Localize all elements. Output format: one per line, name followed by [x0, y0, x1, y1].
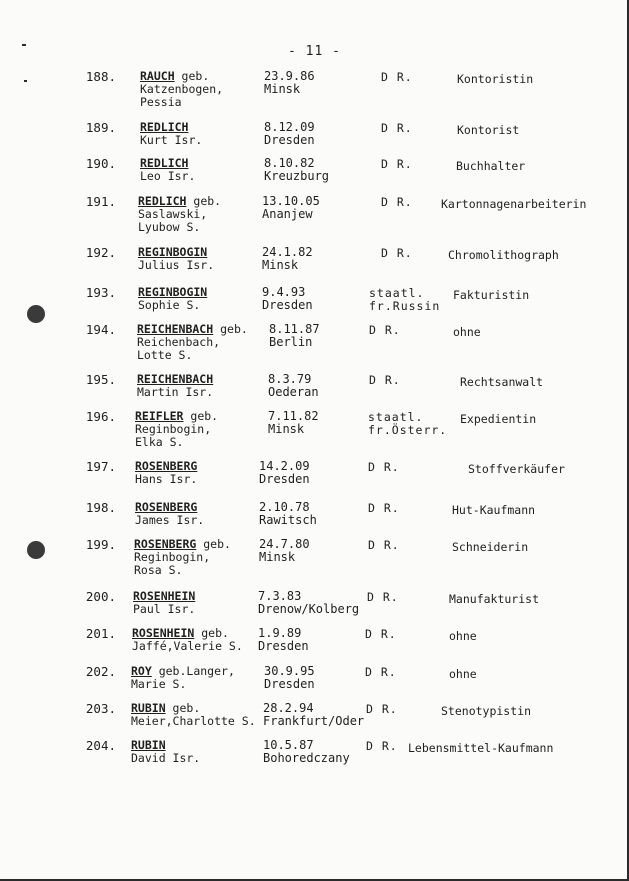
- birth-place: Rawitsch: [259, 513, 317, 527]
- entry-number: 196.: [85, 409, 116, 424]
- person-name-line: Marie S.: [131, 677, 187, 691]
- person-name-line: Kurt Isr.: [140, 133, 203, 147]
- person-name: [134, 538, 231, 577]
- page-number: - 11 -: [288, 44, 341, 59]
- person-surname-line: REDLICH: [140, 120, 189, 134]
- birth-place: Minsk: [268, 422, 305, 436]
- person-surname-line: RUBIN geb.: [131, 701, 201, 715]
- person-name: [140, 70, 223, 109]
- birth-info: [262, 195, 320, 221]
- punch-hole: [27, 541, 45, 559]
- person-name-line: Paul Isr.: [133, 602, 196, 616]
- birth-date: 10.5.87: [263, 738, 314, 752]
- nationality: D R.: [381, 157, 413, 171]
- person-name-line: Pessia: [140, 95, 182, 109]
- person-name: [131, 702, 256, 728]
- birth-info: [259, 460, 310, 486]
- birth-date: 8.11.87: [269, 322, 320, 336]
- entry-number: 192.: [85, 245, 116, 260]
- occupation: Schneiderin: [452, 540, 529, 554]
- occupation: ohne: [449, 667, 477, 681]
- occupation: ohne: [453, 325, 481, 339]
- birth-place: Kreuzburg: [264, 169, 330, 183]
- person-name-line: Elka S.: [135, 435, 184, 449]
- nationality: D R.: [367, 590, 399, 604]
- entry-number: 202.: [85, 664, 116, 679]
- occupation: Rechtsanwalt: [460, 375, 544, 389]
- birth-place: Dresden: [259, 472, 310, 486]
- person-name-line: Julius Isr.: [138, 258, 215, 272]
- person-name-line: James Isr.: [135, 513, 205, 527]
- birth-date: 8.3.79: [268, 372, 312, 386]
- occupation: Hut-Kaufmann: [452, 503, 536, 517]
- occupation: Chromolithograph: [448, 248, 559, 262]
- birth-date: 24.1.82: [262, 245, 313, 259]
- birth-place: Dresden: [264, 677, 315, 691]
- entry-number: 188.: [85, 69, 116, 84]
- person-surname-line: ROSENBERG: [135, 500, 198, 514]
- person-surname-line: ROSENHEIN geb.: [132, 626, 229, 640]
- birth-place: Drenow/Kolberg: [258, 602, 360, 616]
- birth-date: 7.11.82: [268, 409, 319, 423]
- person-name-line: Jaffé,Valerie S.: [132, 639, 243, 653]
- birth-place: Bohoredczany: [263, 751, 350, 765]
- person-name: [135, 460, 197, 486]
- occupation: Kartonnagenarbeiterin: [441, 197, 587, 211]
- person-name-line: Lotte S.: [137, 348, 193, 362]
- birth-info: [264, 665, 315, 691]
- entry-number: 194.: [85, 322, 116, 337]
- nationality: D R.: [368, 538, 400, 552]
- birth-place: Berlin: [269, 335, 313, 349]
- birth-date: 8.10.82: [264, 156, 315, 170]
- birth-place: Dresden: [264, 133, 315, 147]
- person-name: [135, 501, 204, 527]
- person-surname-line: ROSENBERG geb.: [134, 537, 231, 551]
- occupation: Buchhalter: [456, 159, 526, 173]
- nationality: D R.: [369, 323, 401, 337]
- person-name-line: Leo Isr.: [140, 169, 196, 183]
- occupation: Fakturistin: [453, 288, 530, 302]
- birth-info: [269, 323, 320, 349]
- birth-info: [262, 246, 313, 272]
- margin-mark: [22, 44, 26, 46]
- person-name: [131, 665, 235, 691]
- person-name: [135, 410, 218, 449]
- birth-info: [263, 702, 364, 728]
- birth-place: Frankfurt/Oder: [263, 714, 365, 728]
- birth-date: 28.2.94: [263, 701, 314, 715]
- person-surname-line: RAUCH geb.: [140, 69, 210, 83]
- birth-info: [262, 286, 313, 312]
- birth-date: 13.10.05: [262, 194, 320, 208]
- person-name: [137, 323, 248, 362]
- birth-date: 9.4.93: [262, 285, 306, 299]
- punch-hole: [27, 305, 45, 323]
- birth-info: [259, 501, 317, 527]
- person-surname-line: ROY geb.Langer,: [131, 664, 235, 678]
- birth-place: Ananjew: [262, 207, 313, 221]
- entry-number: 199.: [85, 537, 116, 552]
- occupation: Manufakturist: [449, 592, 540, 606]
- person-name-line: Meier,Charlotte S.: [131, 714, 256, 728]
- person-name-line: Hans Isr.: [135, 472, 198, 486]
- birth-date: 24.7.80: [259, 537, 310, 551]
- entry-number: 195.: [85, 372, 116, 387]
- entry-number: 203.: [85, 701, 116, 716]
- birth-info: [268, 410, 319, 436]
- birth-info: [264, 121, 315, 147]
- nationality: D R.: [369, 373, 401, 387]
- person-name: [137, 373, 213, 399]
- nationality: D R.: [368, 501, 400, 515]
- nationality: D R.: [381, 70, 413, 84]
- nationality: D R.: [365, 627, 397, 641]
- birth-place: Minsk: [262, 258, 299, 272]
- person-name: [140, 157, 195, 183]
- person-surname-line: ROSENBERG: [135, 459, 198, 473]
- person-name: [140, 121, 202, 147]
- birth-date: 7.3.83: [258, 589, 302, 603]
- birth-place: Minsk: [264, 82, 301, 96]
- nationality: staatl. fr.Österr.: [368, 410, 448, 437]
- nationality: D R.: [381, 246, 413, 260]
- person-name-line: Sophie S.: [138, 298, 201, 312]
- person-name: [131, 739, 200, 765]
- person-name: [138, 246, 214, 272]
- person-name-line: Saslawski,: [138, 207, 208, 221]
- nationality: D R.: [365, 665, 397, 679]
- person-name: [133, 590, 195, 616]
- birth-place: Dresden: [258, 639, 309, 653]
- birth-place: Oederan: [268, 385, 319, 399]
- person-name: [132, 627, 243, 653]
- person-name-line: Martin Isr.: [137, 385, 214, 399]
- birth-date: 23.9.86: [264, 69, 315, 83]
- entry-number: 198.: [85, 500, 116, 515]
- entry-number: 200.: [85, 589, 116, 604]
- person-name-line: Reichenbach,: [137, 335, 221, 349]
- person-surname-line: ROSENHEIN: [133, 589, 196, 603]
- person-name: [138, 195, 221, 234]
- nationality: D R.: [366, 702, 398, 716]
- person-surname-line: REGINBOGIN: [138, 245, 208, 259]
- entry-number: 190.: [85, 156, 116, 171]
- birth-info: [263, 739, 350, 765]
- nationality: staatl. fr.Russin: [369, 286, 441, 313]
- nationality: D R.: [368, 460, 400, 474]
- birth-info: [268, 373, 319, 399]
- entry-number: 197.: [85, 459, 116, 474]
- occupation: Stoffverkäufer: [468, 462, 565, 476]
- birth-date: 8.12.09: [264, 120, 315, 134]
- person-name-line: Reginbogin,: [135, 422, 212, 436]
- birth-info: [264, 70, 315, 96]
- margin-mark: [24, 80, 27, 82]
- birth-info: [258, 627, 309, 653]
- birth-info: [259, 538, 310, 564]
- occupation: Stenotypistin: [441, 704, 532, 718]
- person-surname-line: REIFLER geb.: [135, 409, 219, 423]
- person-name: [138, 286, 207, 312]
- nationality: D R.: [381, 195, 413, 209]
- person-name-line: David Isr.: [131, 751, 201, 765]
- birth-place: Minsk: [259, 550, 296, 564]
- entry-number: 189.: [85, 120, 116, 135]
- person-name-line: Lyubow S.: [138, 220, 201, 234]
- person-surname-line: REICHENBACH geb.: [137, 322, 248, 336]
- birth-info: [258, 590, 359, 616]
- occupation: Kontorist: [457, 123, 520, 137]
- birth-date: 14.2.09: [259, 459, 310, 473]
- occupation: Lebensmittel-Kaufmann: [408, 741, 554, 755]
- birth-place: Dresden: [262, 298, 313, 312]
- nationality: D R.: [381, 121, 413, 135]
- entry-number: 193.: [85, 285, 116, 300]
- person-surname-line: RUBIN: [131, 738, 166, 752]
- person-surname-line: REDLICH geb.: [138, 194, 222, 208]
- person-surname-line: REICHENBACH: [137, 372, 214, 386]
- nationality: D R.: [366, 739, 398, 753]
- occupation: Kontoristin: [457, 72, 534, 86]
- person-name-line: Katzenbogen,: [140, 82, 224, 96]
- occupation: ohne: [449, 629, 477, 643]
- person-name-line: Rosa S.: [134, 563, 183, 577]
- person-name-line: Reginbogin,: [134, 550, 211, 564]
- entry-number: 201.: [85, 626, 116, 641]
- birth-info: [264, 157, 329, 183]
- birth-date: 2.10.78: [259, 500, 310, 514]
- entry-number: 204.: [85, 738, 116, 753]
- person-surname-line: REGINBOGIN: [138, 285, 208, 299]
- birth-date: 30.9.95: [264, 664, 315, 678]
- entry-number: 191.: [85, 194, 116, 209]
- birth-date: 1.9.89: [258, 626, 302, 640]
- occupation: Expedientin: [460, 412, 537, 426]
- person-surname-line: REDLICH: [140, 156, 189, 170]
